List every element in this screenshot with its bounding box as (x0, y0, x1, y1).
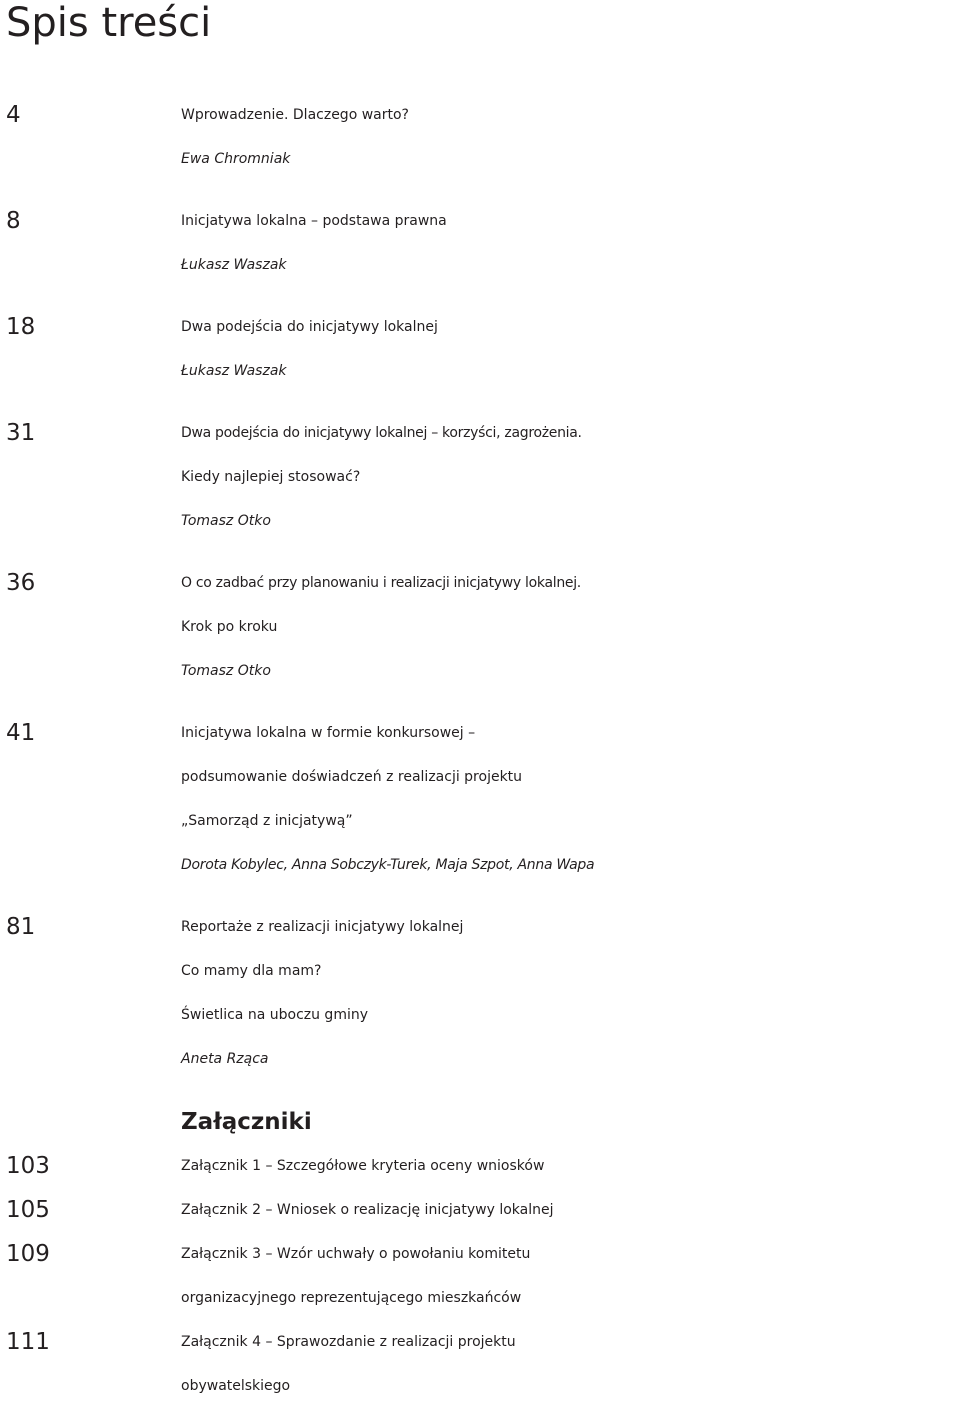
entry-author: Tomasz Otko (181, 513, 271, 529)
entry-title-line: Załącznik 3 – Wzór uchwały o powołaniu komitetu (181, 1246, 531, 1262)
entry-content (181, 199, 960, 287)
entry-title-line: Co mamy dla mam? (181, 963, 322, 979)
entry-title-line: Załącznik 1 – Szczegółowe kryteria oceny wniosków (181, 1158, 545, 1174)
entry-title-line: Załącznik 4 – Sprawozdanie z realizacji projektu (181, 1334, 516, 1350)
entry-title-line: Dwa podejścia do inicjatywy lokalnej – korzyści, zagrożenia. (181, 425, 582, 441)
page-number: 41 (6, 720, 36, 746)
entry-author: Aneta Rząca (181, 1051, 269, 1067)
entry-content (181, 1320, 960, 1408)
entry-author: Ewa Chromniak (181, 151, 291, 167)
entry-title-line: Wprowadzenie. Dlaczego warto? (181, 107, 409, 123)
entry-title-line: Dwa podejścia do inicjatywy lokalnej (181, 319, 438, 335)
entry-content (181, 561, 960, 693)
entry-title-line: obywatelskiego (181, 1378, 291, 1394)
entry-content (181, 1232, 960, 1320)
entry-content (181, 411, 960, 543)
page-number: 36 (6, 570, 36, 596)
entry-title-line: Inicjatywa lokalna w formie konkursowej – (181, 725, 476, 741)
entry-author: Łukasz Waszak (181, 363, 287, 379)
page-number: 105 (6, 1197, 50, 1223)
appendix-heading: Załączniki (181, 1109, 312, 1135)
entry-content (181, 305, 960, 393)
entry-content (181, 1188, 960, 1232)
entry-title-line: O co zadbać przy planowaniu i realizacji inicjatywy lokalnej. (181, 575, 581, 591)
entry-title-line: „Samorząd z inicjatywą” (181, 813, 353, 829)
page-title: Spis treści (6, 0, 212, 46)
entry-title-line: Kiedy najlepiej stosować? (181, 469, 361, 485)
page-number: 18 (6, 314, 36, 340)
entry-content (181, 93, 960, 181)
entry-title-line: Świetlica na uboczu gminy (181, 1007, 369, 1023)
entry-content (181, 1144, 960, 1188)
entry-content (181, 905, 960, 1081)
entry-title-line: Reportaże z realizacji inicjatywy lokalnej (181, 919, 464, 935)
page-number: 8 (6, 208, 21, 234)
entry-title-line: Załącznik 2 – Wniosek o realizację inicjatywy lokalnej (181, 1202, 554, 1218)
page-number: 111 (6, 1329, 50, 1355)
entry-author: Łukasz Waszak (181, 257, 287, 273)
entry-title-line: Krok po kroku (181, 619, 278, 635)
page-number: 31 (6, 420, 36, 446)
entry-author: Dorota Kobylec, Anna Sobczyk-Turek, Maja Szpot, Anna Wapa (181, 857, 595, 873)
entry-title-line: podsumowanie doświadczeń z realizacji projektu (181, 769, 523, 785)
entry-author: Tomasz Otko (181, 663, 271, 679)
entry-title-line: organizacyjnego reprezentującego mieszkańców (181, 1290, 522, 1306)
page-number: 109 (6, 1241, 50, 1267)
page-number: 4 (6, 102, 21, 128)
entry-content (181, 711, 960, 887)
entry-title-line: Inicjatywa lokalna – podstawa prawna (181, 213, 447, 229)
page-number: 103 (6, 1153, 50, 1179)
page-number: 81 (6, 914, 36, 940)
